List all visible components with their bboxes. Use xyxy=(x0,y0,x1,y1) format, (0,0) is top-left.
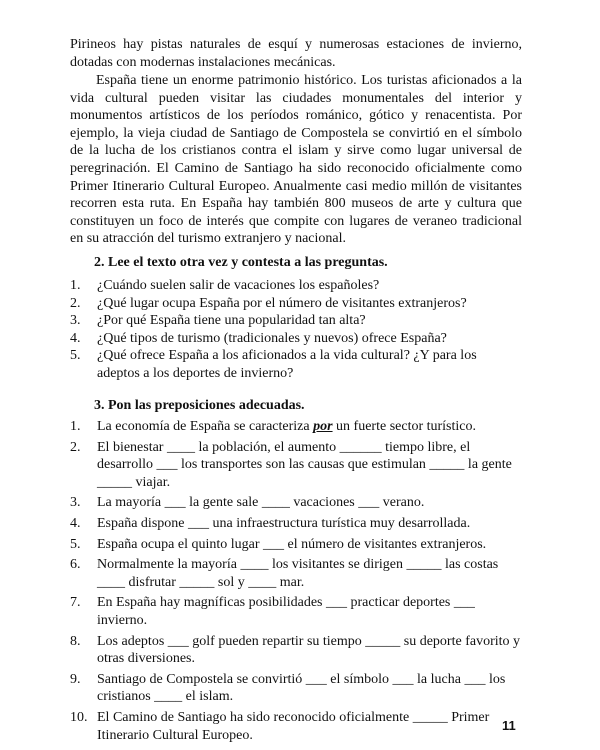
exercise-text: España ocupa el quinto lugar ___ el número de visitantes extranjeros. xyxy=(97,536,487,552)
exercise-number: 2. xyxy=(70,439,81,455)
exercise-number: 6. xyxy=(70,557,81,573)
exercise-item xyxy=(70,494,522,512)
question-item xyxy=(70,277,522,295)
exercise-text: El Camino de Santiago ha sido reconocido oficialmente _____ Primer Itinerario Cultural Europeo. xyxy=(97,709,490,743)
section3-heading: 3. Pon las preposiciones adecuadas. xyxy=(94,398,305,413)
heritage-paragraph xyxy=(70,72,522,248)
page-number: 11 xyxy=(502,718,516,733)
question-text: ¿Qué ofrece España a los aficionados a la vida cultural? ¿Y para los adeptos a los deportes de invierno? xyxy=(97,348,477,381)
exercise-item xyxy=(70,709,522,744)
exercise-number: 1. xyxy=(70,419,81,434)
exercise-text: España dispone ___ una infraestructura turística muy desarrollada. xyxy=(97,515,471,531)
exercise-item xyxy=(70,515,522,533)
exercise-item xyxy=(70,671,522,706)
question-item xyxy=(70,312,522,330)
exercise-item xyxy=(70,594,522,629)
exercise-text-before: La economía de España se caracteriza xyxy=(97,419,314,434)
exercise-item xyxy=(70,536,522,554)
exercise-number: 5. xyxy=(70,536,81,552)
exercise-text: Santiago de Compostela se convirtió ___ el símbolo ___ la lucha ___ los cristianos ____ el islam. xyxy=(97,671,506,705)
question-number: 4. xyxy=(70,330,81,346)
exercise-item xyxy=(70,556,522,591)
exercise-text: En España hay magníficas posibilidades ___ practicar deportes ___ invierno. xyxy=(97,595,475,628)
exercise-text: Los adeptos ___ golf pueden repartir su tiempo _____ su deporte favorito y otras diversiones. xyxy=(97,633,521,667)
question-number: 2. xyxy=(70,295,81,311)
exercise-number: 8. xyxy=(70,633,81,649)
question-item xyxy=(70,347,522,382)
exercise-item xyxy=(70,418,522,436)
section2-questions xyxy=(70,277,522,383)
question-number: 5. xyxy=(70,348,81,364)
exercise-number: 3. xyxy=(70,495,81,511)
question-item xyxy=(70,295,522,313)
exercise-number: 4. xyxy=(70,515,81,531)
question-text: ¿Qué tipos de turismo (tradicionales y nuevos) ofrece España? xyxy=(97,330,447,346)
question-text: ¿Por qué España tiene una popularidad tan alta? xyxy=(97,313,366,329)
exercise-text: La mayoría ___ la gente sale ____ vacaciones ___ verano. xyxy=(97,495,425,511)
exercise-number: 7. xyxy=(70,595,81,611)
question-item xyxy=(70,330,522,348)
exercise-number: 10. xyxy=(70,709,88,725)
heritage-paragraph-text: España tiene un enorme patrimonio histórico. Los turistas aficionados a la vida cultural pueden visitar las ciudades monumentales del interior y monumentos artísticos de los períodos románico, gótico y renacentista. Por ejemplo, la vieja ciudad de Santiago de Compostela se convirtió en el símbolo de la lucha de los cristianos contra el islam y sirve como lugar universal de peregrinación. El Camino de Santiago ha sido reconocido oficialmente como Primer Itinerario Cultural Europeo. Anualmente casi medio millón de visitantes recorren esta ruta. En España hay también 800 museos de arte y cultura que constituyen un foco de interés que compite con lugares de veraneo tradicional en su atracción del turismo extranjero y nacional. xyxy=(70,73,522,247)
question-text: ¿Qué lugar ocupa España por el número de visitantes extranjeros? xyxy=(97,295,467,311)
exercise-text: El bienestar ____ la población, el aumento ______ tiempo libre, el desarrollo ___ los transportes son las causas que estimulan _____ la gente _____ viajar. xyxy=(97,439,512,490)
exercise-text-after: un fuerte sector turístico. xyxy=(332,419,476,434)
exercise-item xyxy=(70,439,522,492)
section3-exercises xyxy=(70,415,522,744)
exercise-text: Normalmente la mayoría ____ los visitantes se dirigen _____ las costas ____ disfrutar _____ sol y ____ mar. xyxy=(97,557,499,590)
exercise-item xyxy=(70,633,522,668)
exercise-number: 9. xyxy=(70,671,81,687)
question-number: 3. xyxy=(70,313,81,329)
example-answer: por xyxy=(313,419,333,434)
question-text: ¿Cuándo suelen salir de vacaciones los españoles? xyxy=(97,278,380,293)
section2-heading: 2. Lee el texto otra vez y contesta a las preguntas. xyxy=(94,255,388,270)
question-number: 1. xyxy=(70,278,81,293)
top-paragraph: Pirineos hay pistas naturales de esquí y numerosas estaciones de invierno, dotadas con modernas instalaciones mecánicas. xyxy=(70,37,522,70)
